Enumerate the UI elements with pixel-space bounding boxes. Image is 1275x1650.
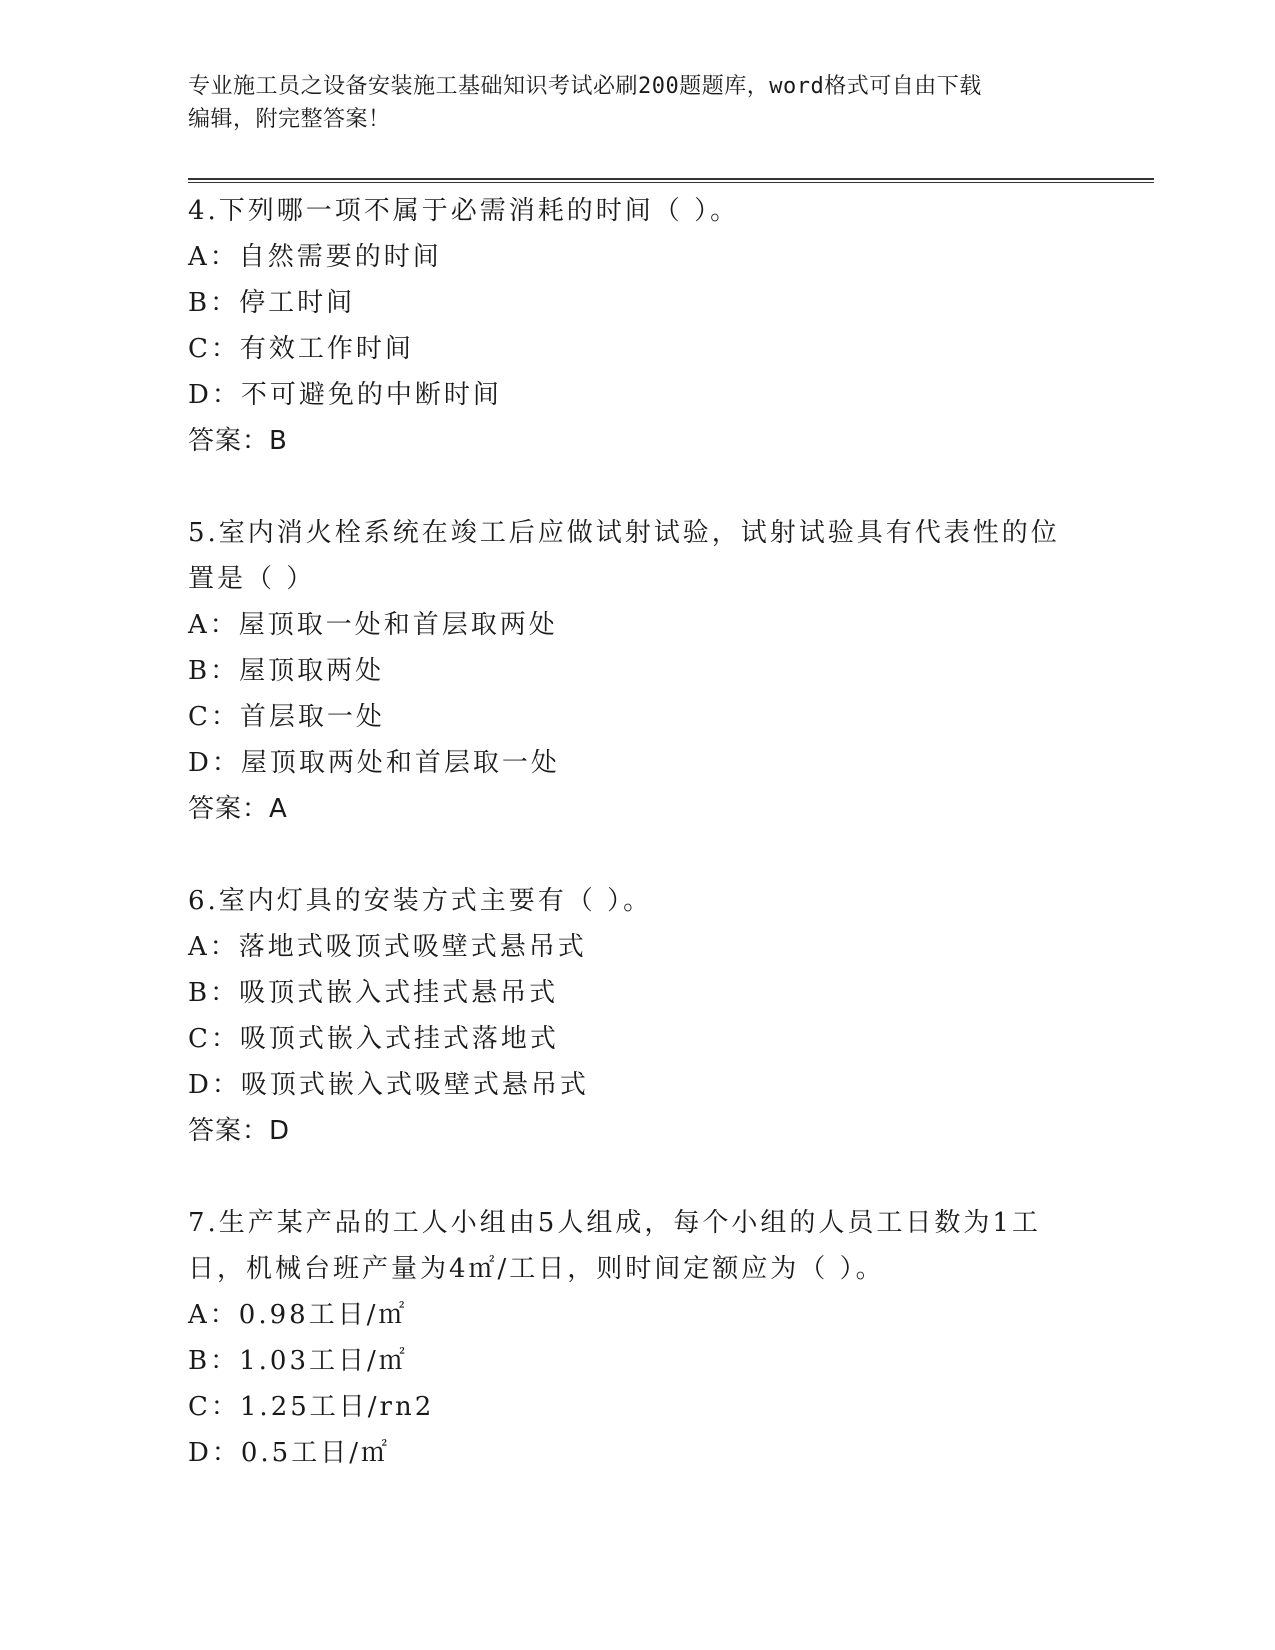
option-d: D：屋顶取两处和首层取一处 [188,748,560,778]
option-a: A：落地式吸顶式吸壁式悬吊式 [188,932,587,962]
option-a: A：自然需要的时间 [188,242,442,272]
stem-line: 5.室内消火栓系统在竣工后应做试射试验，试射试验具有代表性的位 [188,518,1060,548]
option-b: B：1.03工日/㎡ [188,1346,408,1376]
answer: 答案：A [188,794,288,824]
question-stem [188,1200,1068,1292]
question-stem [188,188,1068,234]
option-b: B：屋顶取两处 [188,656,385,686]
header-line-2: 编辑，附完整答案！ [188,107,391,132]
option-c: C：首层取一处 [188,702,385,732]
header-divider [188,178,1154,183]
option-c: C：吸顶式嵌入式挂式落地式 [188,1024,559,1054]
question-list [188,188,1068,1476]
option-a: A：0.98工日/㎡ [188,1300,408,1330]
option-d: D：不可避免的中断时间 [188,380,502,410]
stem-line: 6.室内灯具的安装方式主要有（ ）。 [188,886,653,916]
option-c: C：有效工作时间 [188,334,414,364]
option-d: D：吸顶式嵌入式吸壁式悬吊式 [188,1070,589,1100]
stem-line: 置是（ ） [188,564,316,594]
question-6 [188,878,1068,1154]
question-spacer [188,832,1068,878]
question-stem [188,878,1068,924]
option-d: D：0.5工日/㎡ [188,1438,390,1468]
option-a: A：屋顶取一处和首层取两处 [188,610,558,640]
stem-line: 4.下列哪一项不属于必需消耗的时间（ ）。 [188,196,740,226]
option-c: C：1.25工日/rn2 [188,1392,435,1422]
answer: 答案：B [188,426,288,456]
question-stem [188,510,1068,602]
option-b: B：吸顶式嵌入式挂式悬吊式 [188,978,559,1008]
question-spacer [188,464,1068,510]
stem-line: 日，机械台班产量为4㎡/工日，则时间定额应为（ ）。 [188,1254,885,1284]
stem-line: 7.生产某产品的工人小组由5人组成，每个小组的人员工日数为1工 [188,1208,1041,1238]
option-b: B：停工时间 [188,288,356,318]
question-7 [188,1200,1068,1476]
question-4 [188,188,1068,464]
page-header [188,70,1068,136]
question-spacer [188,1154,1068,1200]
answer: 答案：D [188,1116,291,1146]
header-line-1: 专业施工员之设备安装施工基础知识考试必刷200题题库，word格式可自由下载 [188,74,982,99]
question-5 [188,510,1068,832]
